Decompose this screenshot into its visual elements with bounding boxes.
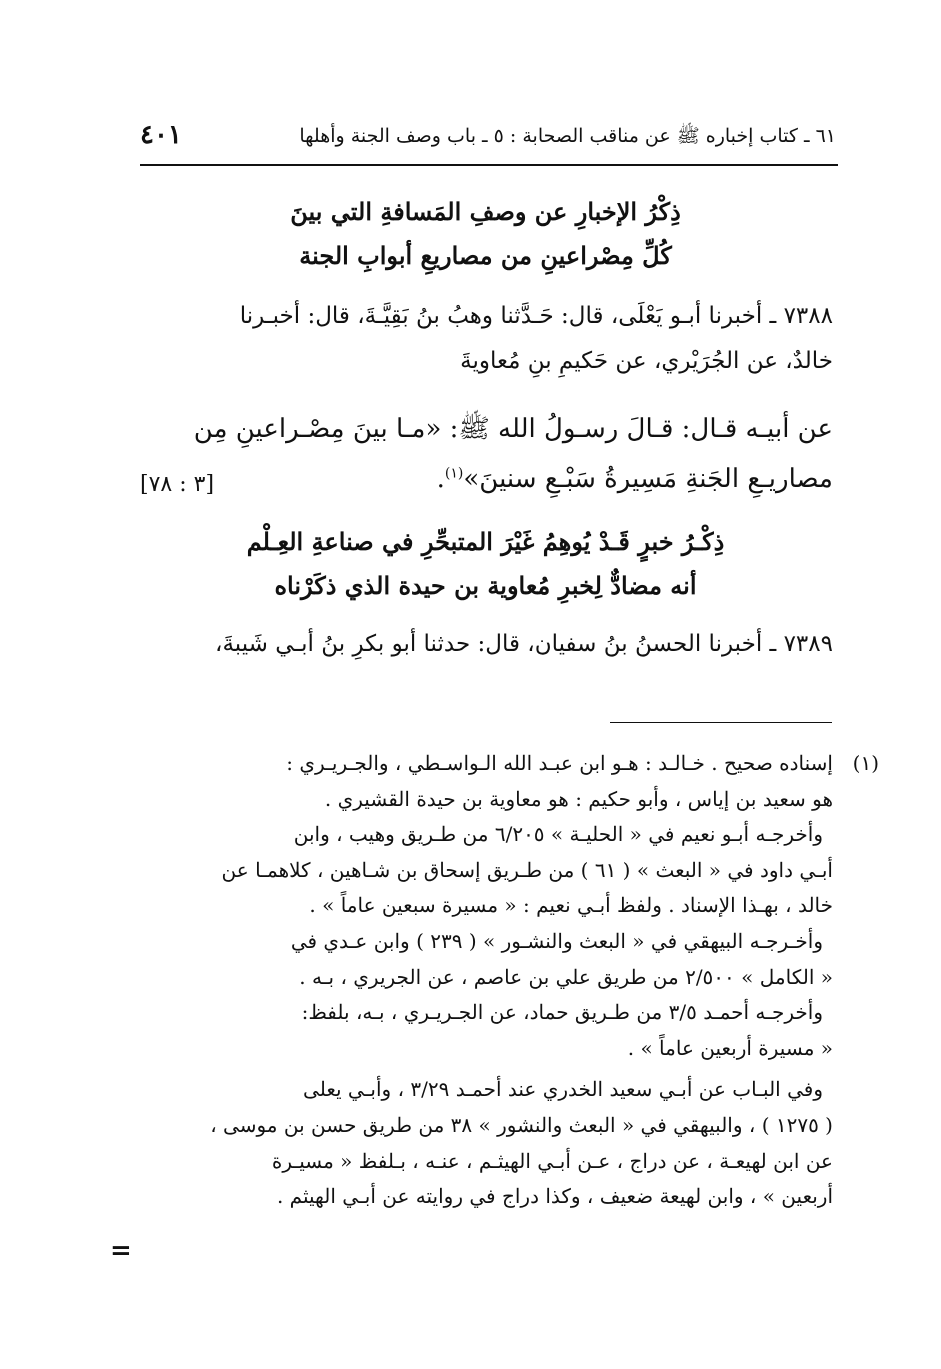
page-number: ٤٠١ xyxy=(140,120,182,150)
heading-2-line-1: ذِكْـرُ خبرٍ قَـدْ يُوهِمُ غَيْرَ المتبحِّرِ في صناعةِ العِـلْم xyxy=(246,527,725,556)
matn-line-2 xyxy=(138,454,833,504)
footnote xyxy=(138,746,879,1215)
matn-line-2-text: مصاريـعِ الجَنةِ مَسِيرةُ سَبْـعِ سنينَ» xyxy=(463,464,833,494)
footnote-line: إسناده صحيح . خـالـد : هـو ابن عبـد الله الـواسـطي ، والجـريـري : xyxy=(286,751,833,775)
continuation-mark: = xyxy=(110,1236,132,1266)
footnote-line: ( ١٢٧٥ ) ، والبيهقي في « البعث والنشور » ٣٨ من طريق حسن بن موسى ، xyxy=(210,1112,833,1137)
footnote-marker: (١) xyxy=(852,751,879,775)
running-header xyxy=(140,118,836,158)
hadith-7389-isnad xyxy=(138,622,833,667)
heading-1-line-1: ذِكْرُ الإخبارِ عن وصفِ المَسافةِ التي بينَ xyxy=(290,197,681,226)
footnote-reference: (١) xyxy=(444,465,464,482)
footnote-line: وفي البـاب عن أبـي سعيد الخدري عند أحمـد ٣/٢٩ ، وأبـي يعلى xyxy=(303,1077,823,1102)
section-heading-2 xyxy=(138,520,833,608)
hadith-7388-line-1: ٧٣٨٨ ـ أخبرنا أبـو يَعْلَى، قال: حَـدَّثنا وهبُ بنُ بَقِيَّـةَ، قال: أخبـرنا xyxy=(239,303,833,329)
footnote-rule xyxy=(610,722,832,723)
hadith-7389-line-1: ٧٣٨٩ ـ أخبرنا الحسنُ بنُ سفيان، قال: حدثنا أبو بكرِ بنُ أبـي شَيبةَ، xyxy=(215,631,833,657)
hadith-7388-line-2: خالدٌ، عن الجُرَيْري، عن حَكيمِ بنِ مُعاويةَ xyxy=(460,348,833,374)
footnote-line: عن ابن لهيعـة ، عن دراج ، عـن أبـي الهيثـم ، عنـه ، بـلفظ « مسيـرة xyxy=(271,1148,833,1173)
section-heading-1 xyxy=(138,190,833,278)
hadith-7388-isnad xyxy=(138,294,833,384)
footnote-line: وأخرجـه أبـو نعيم في « الحليـة » ٦/٢٠٥ من طـريق وهيب ، وابن xyxy=(293,822,823,847)
footnote-line: أربعين » ، وابن لهيعة ضعيف ، وكذا دراج في روايته عن أبـي الهيثم . xyxy=(276,1184,833,1209)
footnote-line: هو سعيد بن إياس ، وأبو حكيم : هو معاوية بن حيدة القشيري . xyxy=(324,786,833,811)
header-rule xyxy=(140,164,838,166)
matn-line-1: عن أبيـه قـال: قـالَ رسـولُ الله ﷺ: «مـا بينَ مِصْـراعينِ مِن xyxy=(193,414,833,444)
footnote-line: « مسيرة أربعين عاماً » . xyxy=(627,1035,833,1060)
running-title: ٦١ ـ كتاب إخباره ﷺ عن مناقب الصحابة : ٥ ـ باب وصف الجنة وأهلها xyxy=(299,125,836,147)
heading-2-line-2: أنه مضادٌّ لِخبرِ مُعاوية بن حيدة الذي ذكَرْناه xyxy=(274,571,697,600)
matn-line-2-end: . xyxy=(436,464,445,494)
heading-1-line-2: كُلِّ مِصْراعينِ من مصاريعِ أبوابِ الجنة xyxy=(299,241,672,270)
footnote-line: أبـي داود في « البعث » ( ٦١ ) من طـريق إسحاق بن شـاهين ، كلاهمـا عن xyxy=(221,857,833,882)
footnote-line: وأخـرجـه البيهقي في « البعث والنشـور » ( ٢٣٩ ) وابن عـدي في xyxy=(290,928,823,953)
footnote-line: خالد ، بهـذا الإسناد . ولفظ أبـي نعيم : « مسيرة سبعين عاماً » . xyxy=(309,893,833,918)
footnote-line: « الكامل » ٢/٥٠٠ من طريق علي بن عاصم ، عن الجريري ، بـه . xyxy=(299,964,833,989)
hadith-7388-matn xyxy=(138,404,833,504)
footnote-line: وأخرجـه أحمـد ٣/٥ من طـريق حماد، عن الجـريـري ، بـه، بلفظ: xyxy=(301,1000,823,1025)
reference-tag: [٣ : ٧٨] xyxy=(140,472,215,497)
